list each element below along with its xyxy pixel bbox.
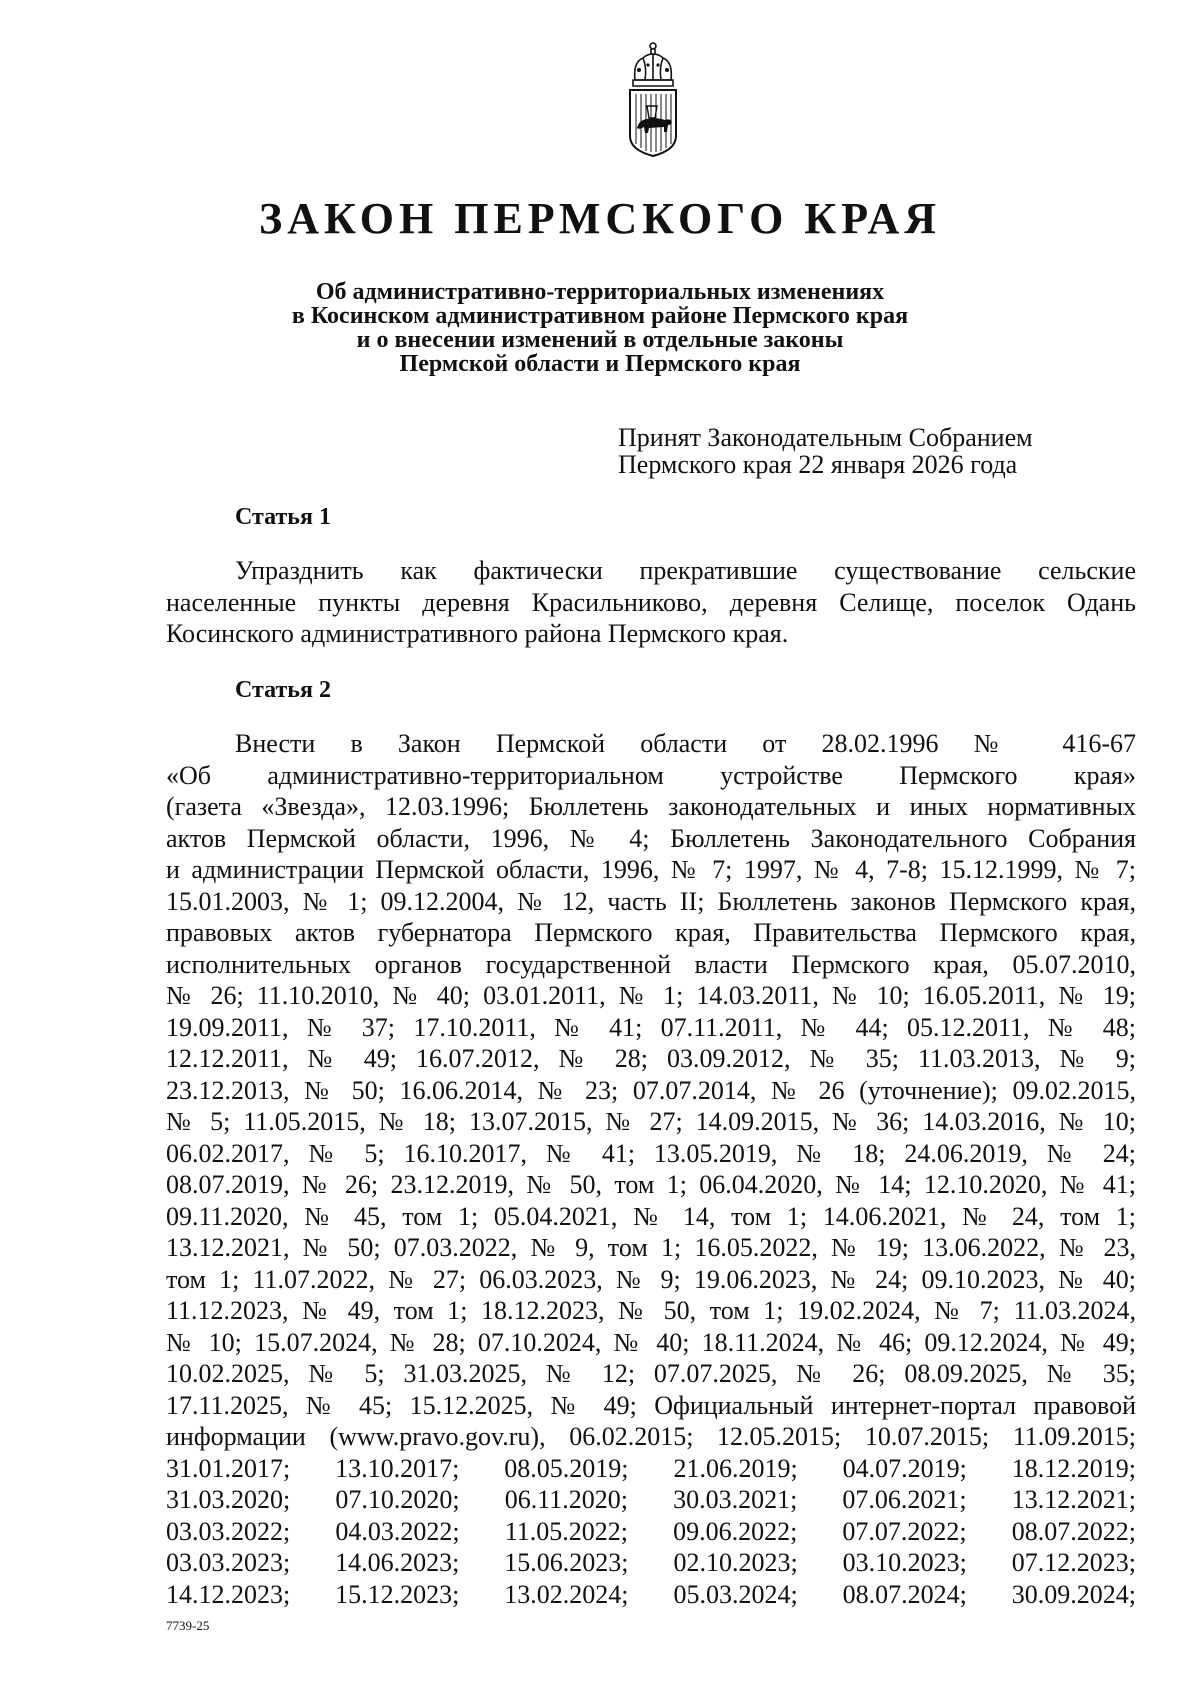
text-line: исполнительных органов государственной власти Пермского края, 05.07.2010, [166, 949, 1136, 979]
text-line: населенные пункты деревня Красильниково, деревня Селище, поселок Одань [166, 587, 1136, 617]
text-line: 10.02.2025, № 5; 31.03.2025, № 12; 07.07.2025, № 26; 08.09.2025, № 35; [166, 1359, 1136, 1388]
perm-krai-coat-of-arms-icon [627, 40, 679, 158]
subtitle-line: Пермской области и Пермского края [399, 351, 801, 377]
text-line: актов Пермской области, 1996, № 4; Бюллетень Законодательного Собрания [166, 823, 1136, 853]
text-line: Внести в Закон Пермской области от 28.02.1996 № 416-67 [235, 729, 1136, 758]
text-line: 11.12.2023, № 49, том 1; 18.12.2023, № 50, том 1; 19.02.2024, № 7; 11.03.2024, [166, 1296, 1136, 1325]
text-line: Косинского административного района Пермского края. [166, 619, 789, 648]
text-line: 03.03.2023; 14.06.2023; 15.06.2023; 02.10.2023; 03.10.2023; 07.12.2023; [166, 1548, 1136, 1577]
text-line: 31.03.2020; 07.10.2020; 06.11.2020; 30.03.2021; 07.06.2021; 13.12.2021; [166, 1485, 1136, 1514]
article-1-text [166, 555, 1136, 650]
adoption-line: Принят Законодательным Собранием [618, 423, 1033, 452]
article-2-text [166, 728, 1136, 1610]
law-subtitle [150, 280, 1050, 376]
text-line: 14.12.2023; 15.12.2023; 13.02.2024; 05.03.2024; 08.07.2024; 30.09.2024; [166, 1579, 1136, 1609]
text-line: Упразднить как фактически прекратившие существование сельские [235, 556, 1136, 585]
article-1-heading: Статья 1 [235, 504, 331, 530]
adoption-note [618, 424, 1033, 478]
text-line: «Об административно-территориальном устройстве Пермского края» [166, 760, 1136, 790]
text-line: 09.11.2020, № 45, том 1; 05.04.2021, № 14, том 1; 14.06.2021, № 24, том 1; [166, 1201, 1136, 1231]
text-line: 15.01.2003, № 1; 09.12.2004, № 12, часть II; Бюллетень законов Пермского края, [166, 886, 1136, 916]
text-line: 31.01.2017; 13.10.2017; 08.05.2019; 21.06.2019; 04.07.2019; 18.12.2019; [166, 1453, 1136, 1483]
text-line: информации (www.pravo.gov.ru), 06.02.2015; 12.05.2015; 10.07.2015; 11.09.2015; [166, 1422, 1136, 1451]
text-line: № 26; 11.10.2010, № 40; 03.01.2011, № 1; 14.03.2011, № 10; 16.05.2011, № 19; [166, 981, 1136, 1010]
text-line: 13.12.2021, № 50; 07.03.2022, № 9, том 1; 16.05.2022, № 19; 13.06.2022, № 23, [166, 1233, 1136, 1262]
text-line: № 5; 11.05.2015, № 18; 13.07.2015, № 27; 14.09.2015, № 36; 14.03.2016, № 10; [166, 1107, 1136, 1136]
law-title: ЗАКОН ПЕРМСКОГО КРАЯ [258, 194, 942, 243]
text-line: 03.03.2022; 04.03.2022; 11.05.2022; 09.06.2022; 07.07.2022; 08.07.2022; [166, 1516, 1136, 1546]
subtitle-line: и о внесении изменений в отдельные законы [356, 327, 844, 353]
text-line: 17.11.2025, № 45; 15.12.2025, № 49; Официальный интернет-портал правовой [166, 1390, 1136, 1420]
text-line: 06.02.2017, № 5; 16.10.2017, № 41; 13.05.2019, № 18; 24.06.2019, № 24; [166, 1138, 1136, 1168]
text-line: и администрации Пермской области, 1996, № 7; 1997, № 4, 7-8; 15.12.1999, № 7; [166, 855, 1136, 884]
text-line: № 10; 15.07.2024, № 28; 07.10.2024, № 40; 18.11.2024, № 46; 09.12.2024, № 49; [166, 1327, 1136, 1357]
article-2-heading: Статья 2 [235, 677, 331, 703]
subtitle-line: в Косинском административном районе Пермского края [291, 303, 909, 329]
text-line: том 1; 11.07.2022, № 27; 06.03.2023, № 9; 19.06.2023, № 24; 09.10.2023, № 40; [166, 1264, 1136, 1294]
text-line: 12.12.2011, № 49; 16.07.2012, № 28; 03.09.2012, № 35; 11.03.2013, № 9; [166, 1044, 1136, 1073]
text-line: 23.12.2013, № 50; 16.06.2014, № 23; 07.07.2014, № 26 (уточнение); 09.02.2015, [166, 1075, 1136, 1105]
subtitle-line: Об административно-территориальных изменениях [315, 279, 885, 305]
text-line: 19.09.2011, № 37; 17.10.2011, № 41; 07.11.2011, № 44; 05.12.2011, № 48; [166, 1012, 1136, 1042]
document-code: 7739-25 [166, 1618, 210, 1633]
adoption-line: Пермского края 22 января 2026 года [618, 450, 1018, 479]
text-line: 08.07.2019, № 26; 23.12.2019, № 50, том 1; 06.04.2020, № 14; 12.10.2020, № 41; [166, 1170, 1136, 1199]
text-line: правовых актов губернатора Пермского края, Правительства Пермского края, [166, 918, 1136, 947]
text-line: (газета «Звезда», 12.03.1996; Бюллетень законодательных и иных нормативных [166, 792, 1136, 821]
